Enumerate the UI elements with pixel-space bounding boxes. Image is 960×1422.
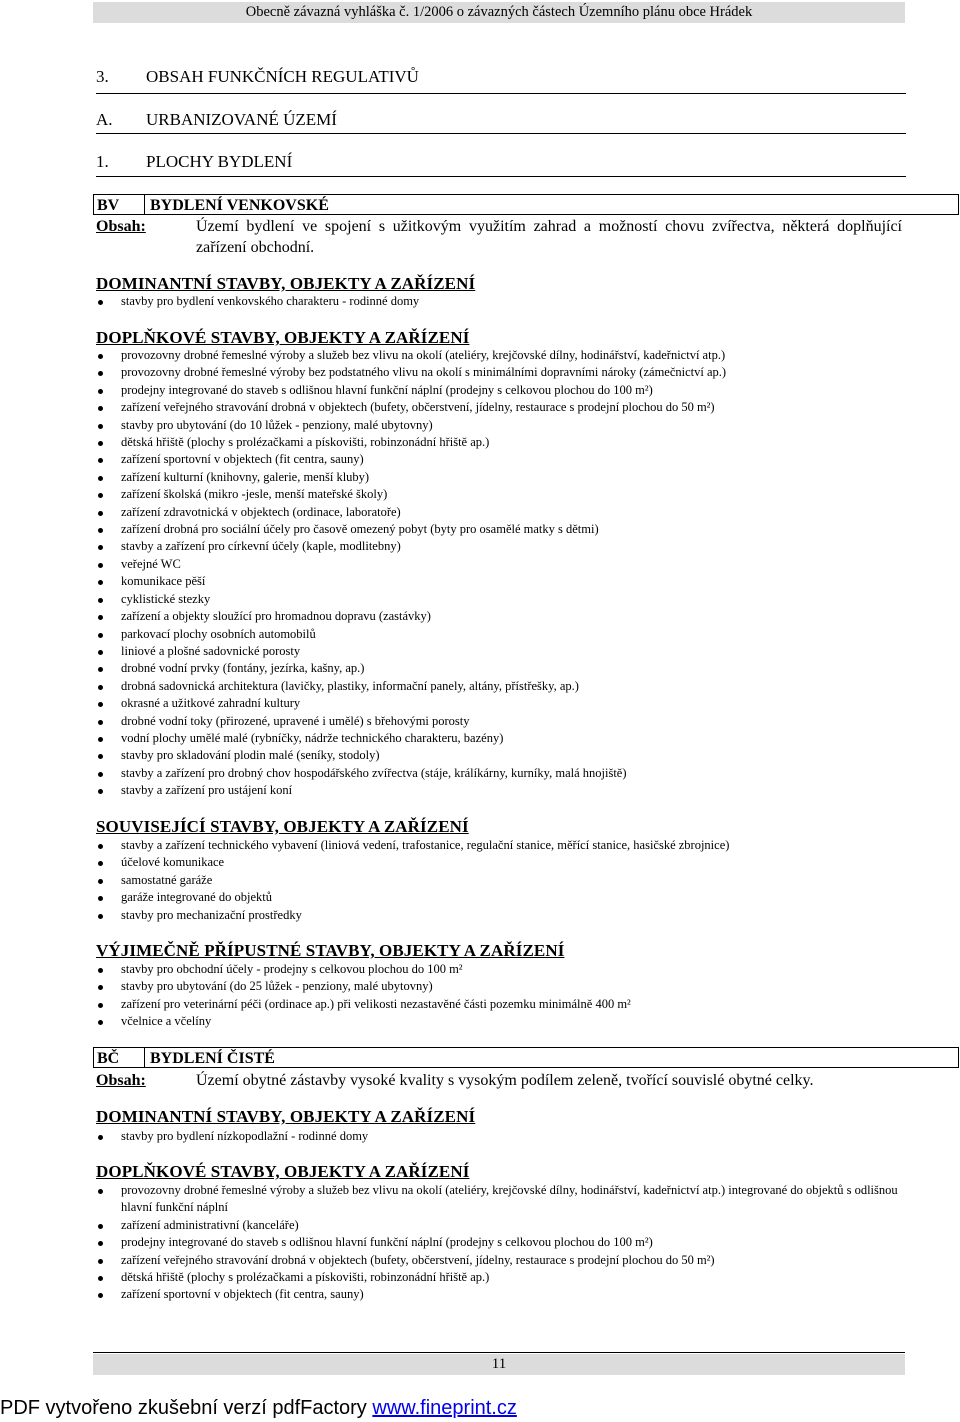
- fineprint-link[interactable]: www.fineprint.cz: [372, 1397, 517, 1419]
- list-item: zařízení a objekty sloužící pro hromadnou dopravu (zastávky): [96, 608, 906, 625]
- category-vyjimecne-title: VÝJIMEČNĚ PŘÍPUSTNÉ STAVBY, OBJEKTY A ZAŘÍZENÍ: [96, 941, 565, 960]
- dominant-list: [96, 1128, 906, 1145]
- list-item: zařízení administrativní (kanceláře): [96, 1217, 906, 1234]
- list-item: stavby pro skladování plodin malé (seníky, stodoly): [96, 747, 906, 764]
- list-item: stavby pro obchodní účely - prodejny s celkovou plochou do 100 m²: [96, 961, 906, 978]
- list-item: zařízení školská (mikro -jesle, menší mateřské školy): [96, 486, 906, 503]
- list-item: prodejny integrované do staveb s odlišnou hlavní funkční náplní (prodejny s celkovou plochou do 100 m²): [96, 382, 906, 399]
- list-item: stavby a zařízení pro drobný chov hospodářského zvířectva (stáje, králíkárny, kurníky, malá hnojiště): [96, 765, 906, 782]
- zone-separator: [144, 195, 145, 214]
- zone-header-bc: [93, 1047, 959, 1068]
- list-item: stavby pro ubytování (do 25 lůžek - penziony, malé ubytovny): [96, 978, 906, 995]
- section-title-1: 1. PLOCHY BYDLENÍ: [96, 152, 293, 171]
- list-item: zařízení sportovní v objektech (fit centra, sauny): [96, 451, 906, 468]
- list-item: drobné vodní prvky (fontány, jezírka, kašny, ap.): [96, 660, 906, 677]
- list-item: liniové a plošné sadovnické porosty: [96, 643, 906, 660]
- running-header: Obecně závazná vyhláška č. 1/2006 o závazných částech Územního plánu obce Hrádek: [93, 2, 905, 23]
- list-item: zařízení veřejného stravování drobná v objektech (bufety, občerstvení, jídelny, restaurace s prodejní plochou do 50 m²): [96, 1252, 906, 1269]
- list-item: cyklistické stezky: [96, 591, 906, 608]
- section-title-3: 3. OBSAH FUNKČNÍCH REGULATIVŮ: [96, 67, 419, 86]
- zone-code: BČ: [97, 1050, 120, 1067]
- zone-header-bv: [93, 194, 959, 215]
- list-item: provozovny drobné řemeslné výroby a služeb bez vlivu na okolí (ateliéry, krejčovské dílny, hodinářství, kadeřnictví atp.): [96, 347, 906, 364]
- obsah-label: Obsah:: [96, 218, 146, 235]
- category-doplnkove-title: DOPLŇKOVÉ STAVBY, OBJEKTY A ZAŘÍZENÍ: [96, 1162, 470, 1181]
- list-item: zařízení veřejného stravování drobná v objektech (bufety, občerstvení, jídelny, restaurace s prodejní plochou do 50 m²): [96, 399, 906, 416]
- footer-rule: [93, 1352, 905, 1353]
- pdf-watermark-note: PDF vytvořeno zkušební verzí pdfFactory www.fineprint.cz: [0, 1397, 517, 1419]
- list-item: stavby pro ubytování (do 10 lůžek - penziony, malé ubytovny): [96, 417, 906, 434]
- list-item: stavby a zařízení technického vybavení (liniová vedení, trafostanice, regulační stanice, měřící stanice, hasičské zbrojnice): [96, 837, 906, 854]
- vyjimecne-list: [96, 961, 906, 1031]
- category-doplnkove-title: DOPLŇKOVÉ STAVBY, OBJEKTY A ZAŘÍZENÍ: [96, 328, 470, 347]
- list-item: parkovací plochy osobních automobilů: [96, 626, 906, 643]
- list-item: stavby pro mechanizační prostředky: [96, 907, 906, 924]
- list-item: zařízení zdravotnická v objektech (ordinace, laboratoře): [96, 504, 906, 521]
- list-item: veřejné WC: [96, 556, 906, 573]
- list-item: stavby pro bydlení nízkopodlažní - rodinné domy: [96, 1128, 906, 1145]
- list-item: zařízení drobná pro sociální účely pro časově omezený pobyt (byty pro osamělé matky s dětmi): [96, 521, 906, 538]
- obsah-text: Území obytné zástavby vysoké kvality s vysokým podílem zeleně, tvořící souvislé obytné celky.: [196, 1072, 814, 1089]
- list-item: drobná sadovnická architektura (lavičky, plastiky, informační panely, altány, přístřešky, ap.): [96, 678, 906, 695]
- section-rule: [96, 176, 906, 177]
- list-item: stavby a zařízení pro církevní účely (kaple, modlitebny): [96, 538, 906, 555]
- list-item: samostatné garáže: [96, 872, 906, 889]
- section-rule: [96, 93, 906, 94]
- list-item: dětská hřiště (plochy s prolézačkami a pískovišti, robinzonádní hřiště ap.): [96, 434, 906, 451]
- list-item: stavby pro bydlení venkovského charakteru - rodinné domy: [96, 293, 906, 310]
- souvisejici-list: [96, 837, 906, 924]
- category-dominant-title: DOMINANTNÍ STAVBY, OBJEKTY A ZAŘÍZENÍ: [96, 274, 476, 293]
- list-item: prodejny integrované do staveb s odlišnou hlavní funkční náplní (prodejny s celkovou plochou do 100 m²): [96, 1234, 906, 1251]
- doplnkove-list: [96, 1182, 906, 1304]
- doplnkove-list: [96, 347, 906, 800]
- page-number: 11: [93, 1354, 905, 1375]
- list-item: provozovny drobné řemeslné výroby a služeb bez vlivu na okolí (ateliéry, krejčovské dílny, hodinářství, kadeřnictví atp.) integrované do objektů s odlišnou hlavní funkční náplní: [96, 1182, 906, 1217]
- section-rule: [96, 133, 906, 134]
- list-item: zařízení pro veterinární péči (ordinace ap.) při velikosti nezastavěné části pozemku minimálně 400 m²: [96, 996, 906, 1013]
- list-item: okrasné a užitkové zahradní kultury: [96, 695, 906, 712]
- category-souvisejici-title: SOUVISEJÍCÍ STAVBY, OBJEKTY A ZAŘÍZENÍ: [96, 817, 469, 836]
- list-item: stavby a zařízení pro ustájení koní: [96, 782, 906, 799]
- category-dominant-title: DOMINANTNÍ STAVBY, OBJEKTY A ZAŘÍZENÍ: [96, 1107, 476, 1126]
- list-item: dětská hřiště (plochy s prolézačkami a pískovišti, robinzonádní hřiště ap.): [96, 1269, 906, 1286]
- list-item: garáže integrované do objektů: [96, 889, 906, 906]
- dominant-list: [96, 293, 906, 310]
- obsah-text: Území bydlení ve spojení s užitkovým využitím zahrad a možností chovu zvířectva, některá doplňující zařízení obchodní.: [196, 218, 902, 256]
- section-title-a: A. URBANIZOVANÉ ÚZEMÍ: [96, 110, 337, 129]
- list-item: drobné vodní toky (přirozené, upravené i umělé) s břehovými porosty: [96, 713, 906, 730]
- list-item: provozovny drobné řemeslné výroby bez podstatného vlivu na okolí s minimálními dopravními nároky (zámečnictví ap.): [96, 364, 906, 381]
- zone-code: BV: [97, 197, 120, 214]
- obsah-label: Obsah:: [96, 1072, 146, 1089]
- list-item: vodní plochy umělé malé (rybníčky, nádrže technického charakteru, bazény): [96, 730, 906, 747]
- list-item: zařízení sportovní v objektech (fit centra, sauny): [96, 1286, 906, 1303]
- list-item: komunikace pěší: [96, 573, 906, 590]
- list-item: včelnice a včelíny: [96, 1013, 906, 1030]
- list-item: účelové komunikace: [96, 854, 906, 871]
- zone-separator: [144, 1048, 145, 1067]
- zone-name: BYDLENÍ ČISTÉ: [150, 1050, 275, 1067]
- zone-name: BYDLENÍ VENKOVSKÉ: [150, 197, 329, 214]
- list-item: zařízení kulturní (knihovny, galerie, menší kluby): [96, 469, 906, 486]
